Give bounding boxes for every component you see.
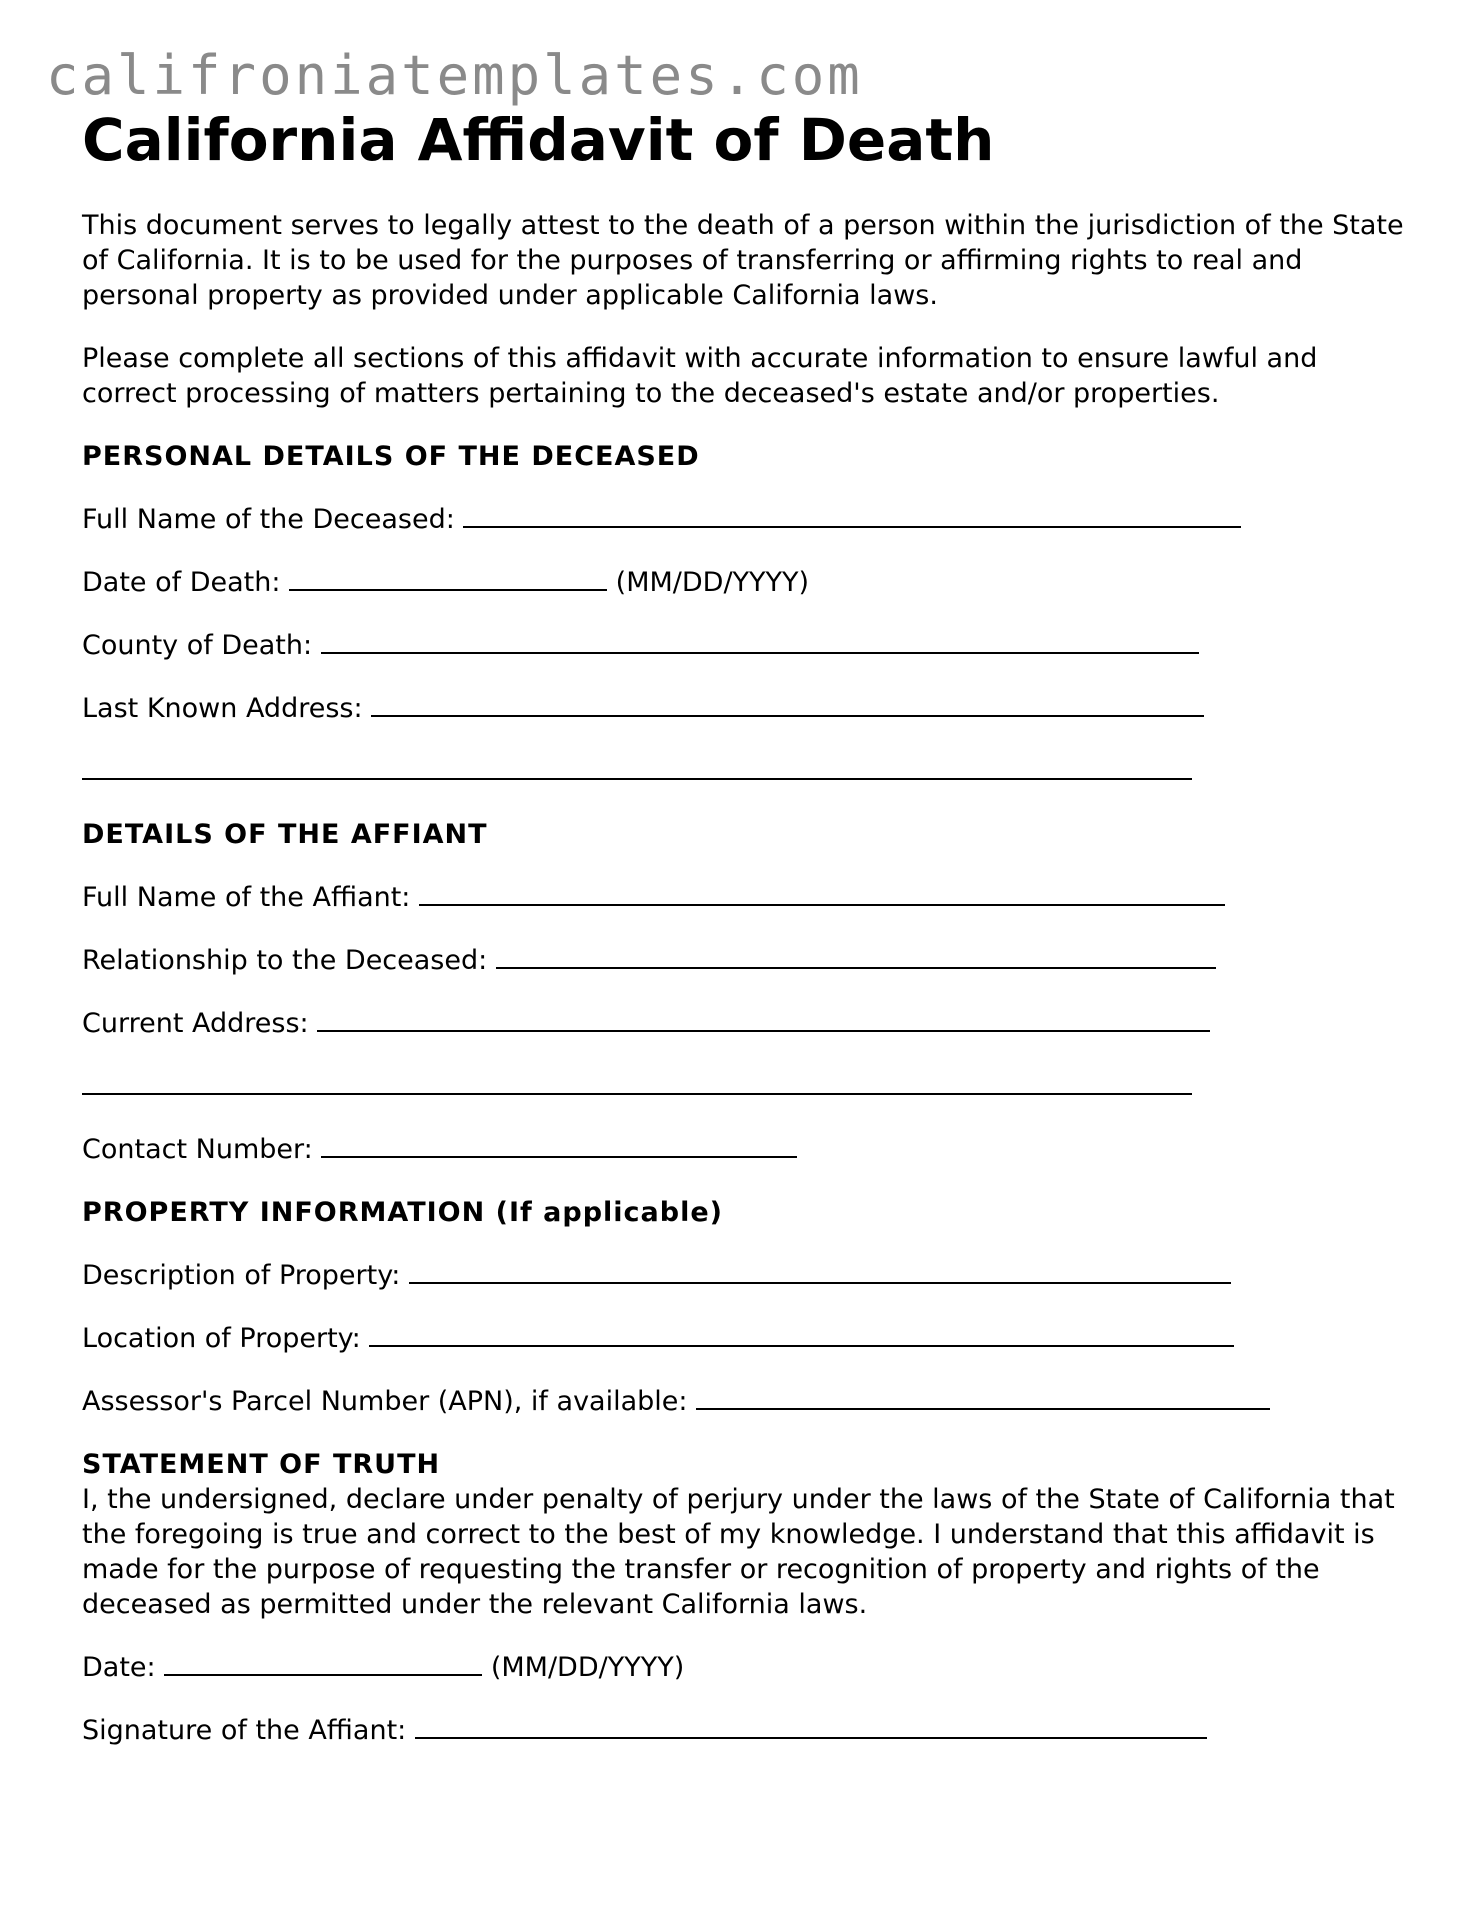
property-description-blank[interactable] xyxy=(409,1260,1231,1284)
field-label: Contact Number: xyxy=(82,1134,313,1165)
last-known-address-line2-blank[interactable] xyxy=(82,756,1192,780)
field-last-known-address xyxy=(82,691,1412,726)
field-property-description xyxy=(82,1258,1412,1293)
field-label: Current Address: xyxy=(82,1008,309,1039)
field-signature xyxy=(82,1713,1412,1748)
field-current-address xyxy=(82,1006,1412,1041)
field-date-of-death xyxy=(82,565,1412,600)
signature-blank[interactable] xyxy=(415,1715,1207,1739)
field-label: Relationship to the Deceased: xyxy=(82,945,488,976)
field-label: County of Death: xyxy=(82,630,313,661)
intro-paragraph-1: This document serves to legally attest to the death of a person within the jurisdiction of the State of California. It is to be used for the purposes of transferring or affirming rights to real and personal property as provided under applicable California laws. xyxy=(82,210,1404,311)
apn-blank[interactable] xyxy=(696,1386,1270,1410)
field-label: Location of Property: xyxy=(82,1323,361,1354)
field-deceased-name xyxy=(82,502,1412,537)
affidavit-document xyxy=(82,100,1412,1748)
section-heading-affiant: DETAILS OF THE AFFIANT xyxy=(82,819,488,850)
field-signature-date xyxy=(82,1650,1412,1685)
field-label: Full Name of the Deceased: xyxy=(82,504,455,535)
section-heading-deceased: PERSONAL DETAILS OF THE DECEASED xyxy=(82,441,700,472)
section-heading-property: PROPERTY INFORMATION (If applicable) xyxy=(82,1197,723,1228)
field-relationship xyxy=(82,943,1412,978)
field-apn xyxy=(82,1384,1412,1419)
relationship-blank[interactable] xyxy=(496,945,1216,969)
field-label: Last Known Address: xyxy=(82,693,363,724)
field-current-address-line2 xyxy=(82,1069,1412,1104)
last-known-address-blank[interactable] xyxy=(371,693,1204,717)
current-address-line2-blank[interactable] xyxy=(82,1071,1192,1095)
date-of-death-blank[interactable] xyxy=(289,567,607,591)
field-label: Description of Property: xyxy=(82,1260,401,1291)
section-heading-truth: STATEMENT OF TRUTH xyxy=(82,1449,441,1480)
date-format-hint: (MM/DD/YYYY) xyxy=(615,567,810,598)
county-of-death-blank[interactable] xyxy=(321,630,1199,654)
field-label: Date: xyxy=(82,1652,156,1683)
signature-date-blank[interactable] xyxy=(164,1652,482,1676)
field-label: Signature of the Affiant: xyxy=(82,1715,407,1746)
current-address-blank[interactable] xyxy=(317,1008,1210,1032)
contact-number-blank[interactable] xyxy=(321,1134,797,1158)
statement-of-truth-text: I, the undersigned, declare under penalty of perjury under the laws of the State of California that the foregoing is true and correct to the best of my knowledge. I understand that this affidavit is made for the purpose of requesting the transfer or recognition of property and rights of the deceased as permitted under the relevant California laws. xyxy=(82,1484,1395,1620)
field-last-known-address-line2 xyxy=(82,754,1412,789)
deceased-name-blank[interactable] xyxy=(463,504,1241,528)
field-affiant-name xyxy=(82,880,1412,915)
field-county-of-death xyxy=(82,628,1412,663)
property-location-blank[interactable] xyxy=(369,1323,1234,1347)
date-format-hint: (MM/DD/YYYY) xyxy=(490,1652,685,1683)
field-label: Assessor's Parcel Number (APN), if available: xyxy=(82,1386,688,1417)
affiant-name-blank[interactable] xyxy=(419,882,1225,906)
field-property-location xyxy=(82,1321,1412,1356)
document-title: California Affidavit of Death xyxy=(82,106,995,174)
field-label: Date of Death: xyxy=(82,567,281,598)
field-contact-number xyxy=(82,1132,1412,1167)
watermark: califroniatemplates.com xyxy=(46,44,863,107)
field-label: Full Name of the Affiant: xyxy=(82,882,411,913)
intro-paragraph-2: Please complete all sections of this affidavit with accurate information to ensure lawful and correct processing of matters pertaining to the deceased's estate and/or properties. xyxy=(82,343,1318,409)
